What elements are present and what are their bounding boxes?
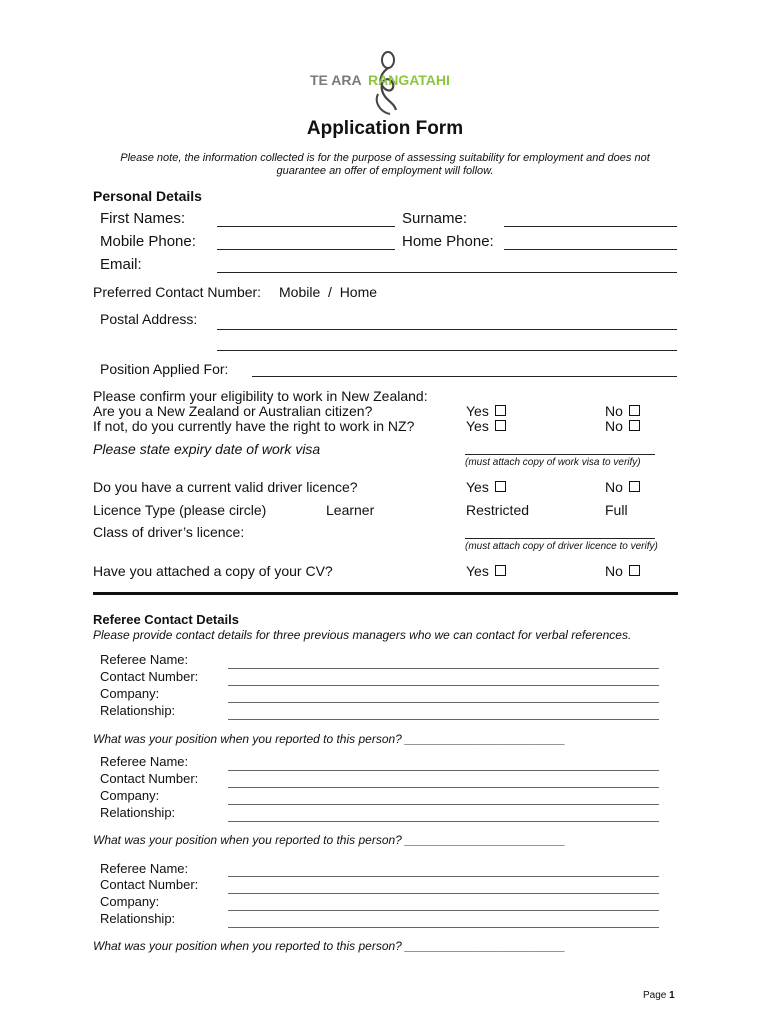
right-to-work-question: If not, do you currently have the right to work in NZ?: [93, 418, 415, 434]
citizen-no[interactable]: [605, 403, 640, 419]
referee-company-field[interactable]: [228, 702, 659, 703]
licence-class-field[interactable]: [465, 538, 655, 539]
cv-yes[interactable]: [466, 563, 506, 579]
cv-no[interactable]: [605, 563, 640, 579]
referee-contact-field[interactable]: [228, 893, 659, 894]
referee-name-label: Referee Name:: [100, 652, 189, 667]
checkbox-icon[interactable]: [495, 420, 506, 431]
checkbox-icon[interactable]: [495, 565, 506, 576]
referee-name-label: Referee Name:: [100, 754, 189, 769]
postal-address-field-2[interactable]: [217, 350, 677, 351]
licence-class-label: Class of driver’s licence:: [93, 524, 245, 540]
referee-company-label: Company:: [100, 894, 160, 909]
preferred-contact-options[interactable]: Mobile / Home: [279, 284, 378, 300]
email-label: Email:: [100, 256, 142, 273]
no-label: No: [605, 418, 623, 434]
postal-address-field-1[interactable]: [217, 329, 677, 330]
no-label: No: [605, 479, 623, 495]
right-to-work-yes[interactable]: [466, 418, 506, 434]
checkbox-icon[interactable]: [495, 405, 506, 416]
no-label: No: [605, 403, 623, 419]
position-applied-field[interactable]: [252, 376, 677, 377]
page-number: [643, 990, 675, 1001]
section-divider: [93, 592, 678, 595]
checkbox-icon[interactable]: [629, 405, 640, 416]
first-names-label: First Names:: [100, 210, 186, 227]
home-phone-label: Home Phone:: [402, 233, 494, 250]
referee-relationship-label: Relationship:: [100, 911, 176, 926]
referee-position-question[interactable]: What was your position when you reported to this person? ________________________: [93, 939, 566, 953]
personal-details-heading: Personal Details: [93, 188, 202, 204]
eligibility-intro: Please confirm your eligibility to work in New Zealand:: [93, 388, 428, 404]
surname-field[interactable]: [504, 226, 677, 227]
referee-relationship-label: Relationship:: [100, 703, 176, 718]
preferred-contact-label: Preferred Contact Number:: [93, 284, 262, 300]
logo-text-rangatahi: RANGATAHI: [368, 72, 450, 88]
licence-note: (must attach copy of driver licence to verify): [465, 541, 658, 552]
licence-type-full[interactable]: Full: [605, 502, 628, 518]
referee-name-field[interactable]: [228, 876, 659, 877]
referee-heading: Referee Contact Details: [93, 612, 239, 627]
email-field[interactable]: [217, 272, 677, 273]
home-phone-field[interactable]: [504, 249, 677, 250]
licence-type-restricted[interactable]: Restricted: [466, 502, 530, 518]
visa-expiry-label: Please state expiry date of work visa: [93, 441, 321, 457]
referee-position-question[interactable]: What was your position when you reported to this person? ________________________: [93, 732, 566, 746]
referee-contact-field[interactable]: [228, 685, 659, 686]
notice-line-2: guarantee an offer of employment will follow.: [276, 165, 494, 177]
visa-note: (must attach copy of work visa to verify): [465, 457, 641, 468]
mobile-phone-field[interactable]: [217, 249, 395, 250]
referee-company-field[interactable]: [228, 910, 659, 911]
referee-contact-label: Contact Number:: [100, 771, 199, 786]
logo: [308, 50, 468, 120]
no-label: No: [605, 563, 623, 579]
referee-company-field[interactable]: [228, 804, 659, 805]
licence-no[interactable]: [605, 479, 640, 495]
referee-relationship-field[interactable]: [228, 719, 659, 720]
referee-relationship-field[interactable]: [228, 927, 659, 928]
licence-yes[interactable]: [466, 479, 506, 495]
position-applied-label: Position Applied For:: [100, 361, 229, 377]
referee-name-label: Referee Name:: [100, 861, 189, 876]
page-number-value: 1: [669, 990, 675, 1001]
postal-address-label: Postal Address:: [100, 311, 198, 327]
right-to-work-no[interactable]: [605, 418, 640, 434]
checkbox-icon[interactable]: [629, 565, 640, 576]
yes-label: Yes: [466, 418, 489, 434]
first-names-field[interactable]: [217, 226, 395, 227]
logo-text-te-ara: TE ARA: [310, 72, 362, 88]
yes-label: Yes: [466, 403, 489, 419]
page-label: Page: [643, 990, 667, 1001]
referee-name-field[interactable]: [228, 668, 659, 669]
referee-name-field[interactable]: [228, 770, 659, 771]
yes-label: Yes: [466, 479, 489, 495]
referee-relationship-label: Relationship:: [100, 805, 176, 820]
referee-company-label: Company:: [100, 788, 160, 803]
checkbox-icon[interactable]: [629, 481, 640, 492]
referee-instruction: Please provide contact details for three previous managers who we can contact for verbal references.: [93, 628, 632, 642]
referee-relationship-field[interactable]: [228, 821, 659, 822]
referee-contact-label: Contact Number:: [100, 877, 199, 892]
surname-label: Surname:: [402, 210, 468, 227]
page-title: Application Form: [306, 118, 464, 139]
licence-type-learner[interactable]: Learner: [326, 502, 375, 518]
visa-expiry-field[interactable]: [465, 454, 655, 455]
checkbox-icon[interactable]: [629, 420, 640, 431]
referee-company-label: Company:: [100, 686, 160, 701]
referee-contact-label: Contact Number:: [100, 669, 199, 684]
licence-question: Do you have a current valid driver licence?: [93, 479, 358, 495]
notice-line-1: Please note, the information collected is for the purpose of assessing suitability for employment and does not: [120, 152, 650, 164]
yes-label: Yes: [466, 563, 489, 579]
citizen-yes[interactable]: [466, 403, 506, 419]
referee-position-question[interactable]: What was your position when you reported to this person? ________________________: [93, 833, 566, 847]
checkbox-icon[interactable]: [495, 481, 506, 492]
referee-contact-field[interactable]: [228, 787, 659, 788]
cv-question: Have you attached a copy of your CV?: [93, 563, 333, 579]
citizen-question: Are you a New Zealand or Australian citizen?: [93, 403, 373, 419]
licence-type-label: Licence Type (please circle): [93, 502, 267, 518]
mobile-phone-label: Mobile Phone:: [100, 233, 196, 250]
